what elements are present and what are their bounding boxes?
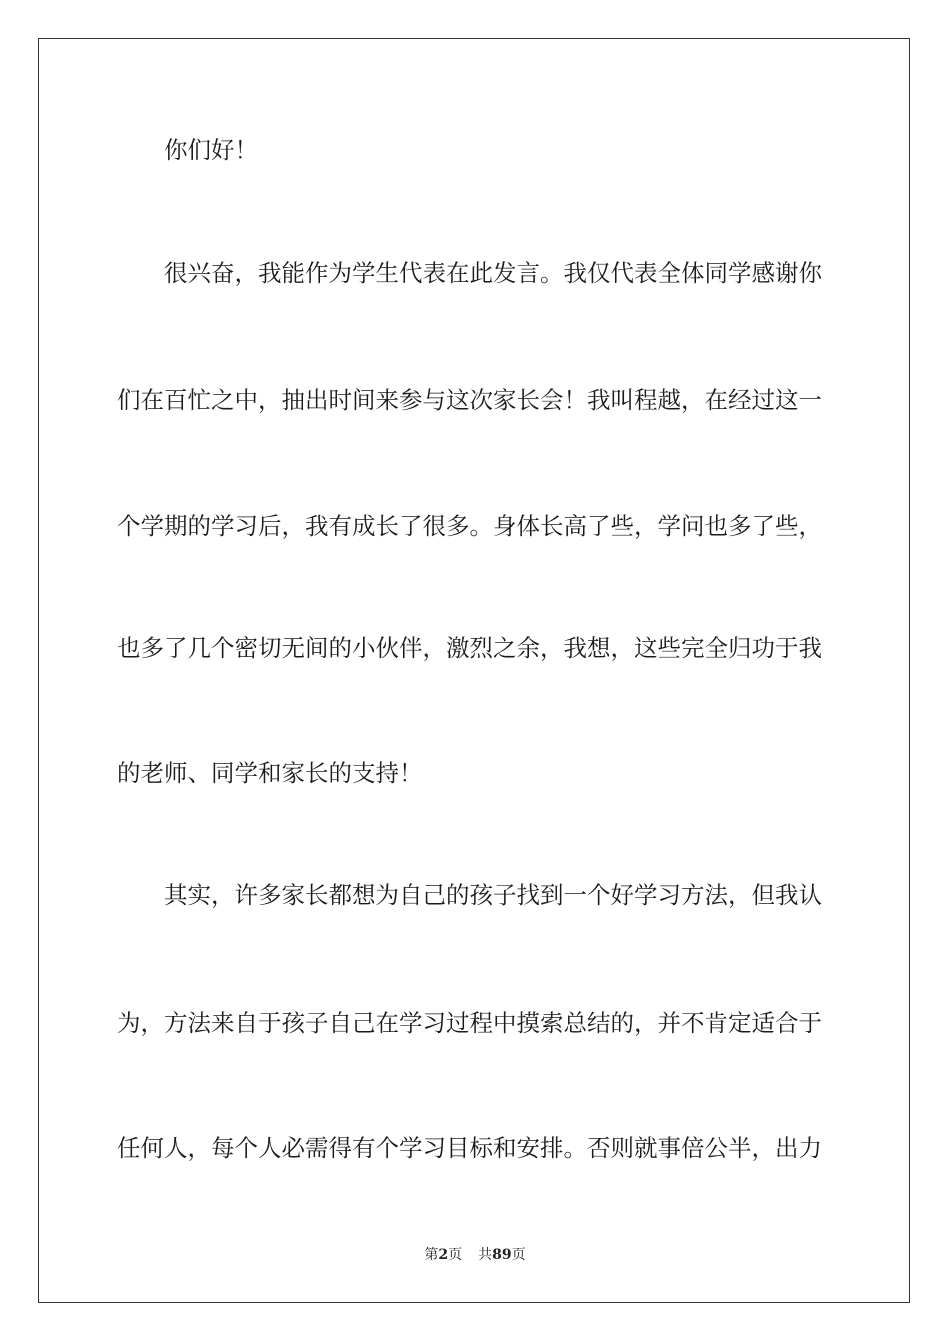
- page-prefix: 第: [424, 1247, 439, 1263]
- paragraph-line: 也多了几个密切无间的小伙伴，激烈之余，我想，这些完全归功于我: [117, 634, 822, 662]
- greeting-line: 你们好！: [164, 136, 258, 164]
- total-prefix: 共: [478, 1247, 493, 1263]
- page-suffix: 页: [448, 1247, 463, 1263]
- paragraph-line: 很兴奋，我能作为学生代表在此发言。我仅代表全体同学感谢你: [164, 259, 822, 287]
- total-suffix: 页: [511, 1247, 526, 1263]
- total-pages: 89: [492, 1247, 512, 1263]
- paragraph-line: 们在百忙之中，抽出时间来参与这次家长会！我叫程越，在经过这一: [117, 386, 822, 414]
- page-frame: [38, 38, 910, 1303]
- paragraph-line: 为，方法来自于孩子自己在学习过程中摸索总结的，并不肯定适合于: [117, 1009, 822, 1037]
- paragraph-line: 其实，许多家长都想为自己的孩子找到一个好学习方法，但我认: [164, 881, 822, 909]
- paragraph-line: 任何人，每个人必需得有个学习目标和安排。否则就事倍公半，出力: [117, 1134, 822, 1162]
- page-number: 2: [438, 1247, 449, 1263]
- page-footer: [0, 1246, 950, 1264]
- paragraph-line: 个学期的学习后，我有成长了很多。身体长高了些，学问也多了些，: [117, 512, 822, 540]
- paragraph-line: 的老师、同学和家长的支持！: [117, 759, 423, 787]
